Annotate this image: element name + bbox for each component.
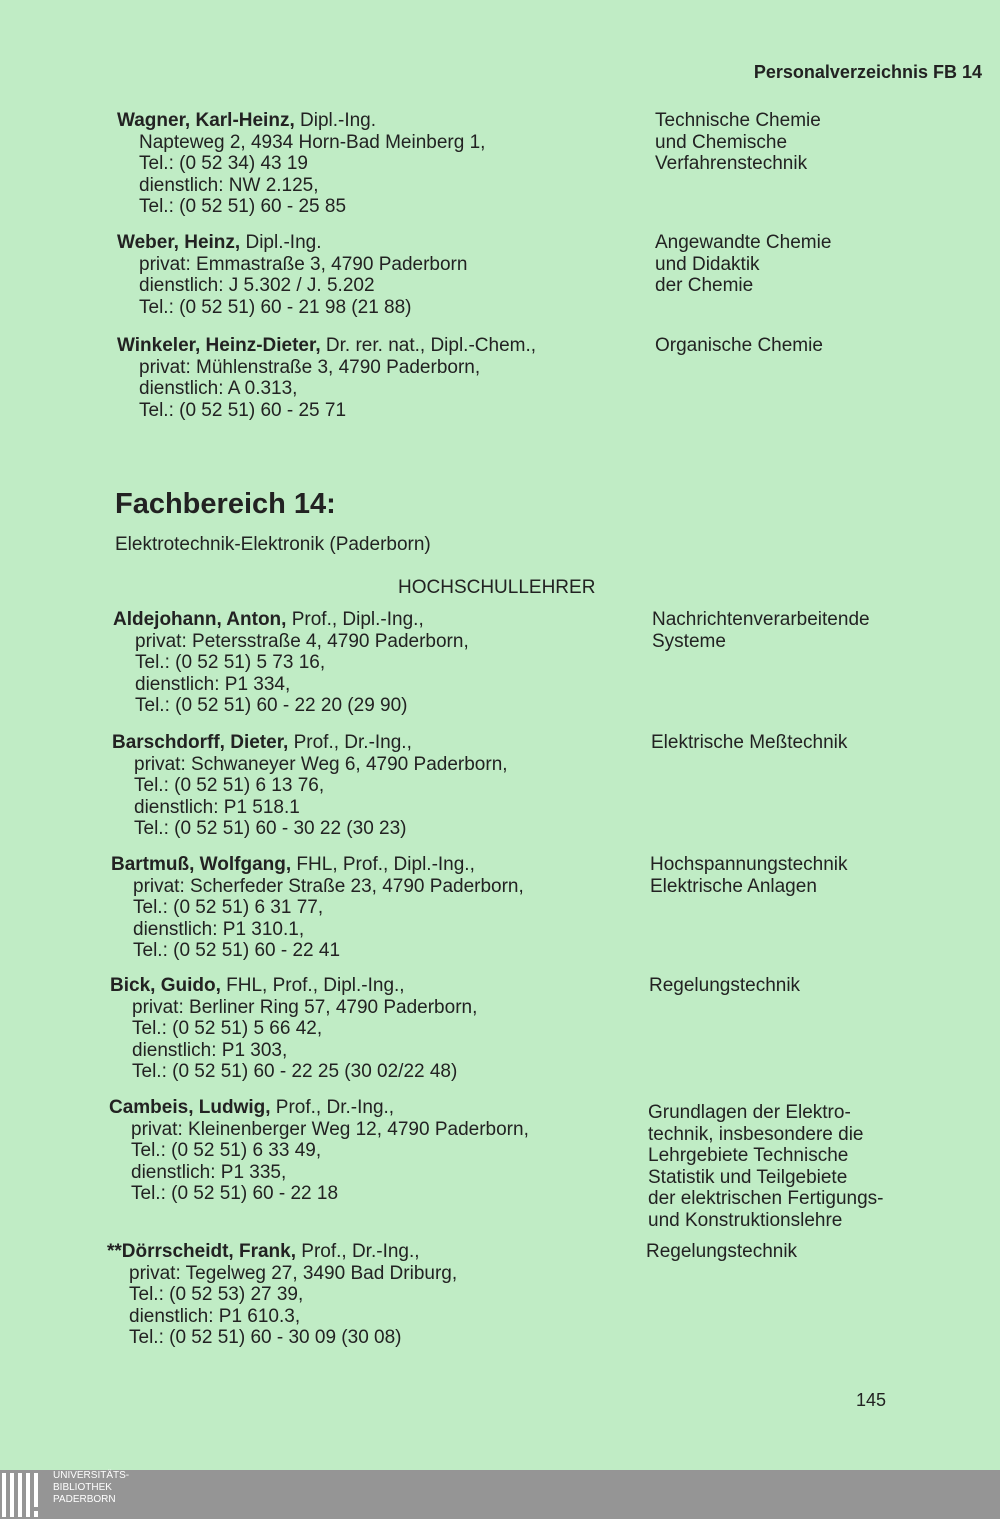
detail-line: privat: Berliner Ring 57, 4790 Paderborn, [132,996,478,1018]
detail-line: dienstlich: A 0.313, [139,378,298,400]
person-details [112,732,632,840]
detail-line: Tel.: (0 52 34) 43 19 [139,153,308,175]
subject-area [655,110,955,175]
person-name: Aldejohann, Anton, [113,609,287,630]
subject-line: Nachrichtenverarbeitende [652,609,870,630]
person-title: Dipl.-Ing. [240,232,322,253]
person-name: Bartmuß, Wolfgang, [111,854,292,875]
subject-line: Verfahrenstechnik [655,153,808,175]
detail-line: privat: Tegelweg 27, 3490 Bad Driburg, [129,1262,458,1284]
person-details [117,335,637,421]
detail-line: privat: Mühlenstraße 3, 4790 Paderborn, [139,356,481,378]
library-name-line: PADERBORN [53,1494,116,1505]
library-name-line: UNIVERSITÄTS- [53,1470,130,1481]
detail-line: Tel.: (0 52 53) 27 39, [129,1284,304,1306]
person-title: Prof., Dr.-Ing., [296,1241,420,1262]
running-header: Personalverzeichnis FB 14 [753,62,982,82]
detail-line: dienstlich: J 5.302 / J. 5.202 [139,275,375,297]
subject-line: und Konstruktionslehre [648,1209,843,1231]
subject-line: Regelungstechnik [649,975,801,996]
detail-line: Tel.: (0 52 51) 6 31 77, [133,897,324,919]
subject-line: Statistik und Teilgebiete [648,1166,848,1188]
person-details [113,609,633,717]
person-name: Bick, Guido, [110,975,221,996]
detail-line: dienstlich: P1 610.3, [129,1305,301,1327]
detail-line: Tel.: (0 52 51) 60 - 22 20 (29 90) [135,695,408,717]
person-details [107,1241,627,1349]
subject-area [652,609,952,652]
person-name: Barschdorff, Dieter, [112,732,289,753]
person-name: Winkeler, Heinz-Dieter, [117,335,321,356]
detail-line: privat: Schwaneyer Weg 6, 4790 Paderborn, [134,753,508,775]
person-title: FHL, Prof., Dipl.-Ing., [291,854,475,875]
person-title: Dr. rer. nat., Dipl.-Chem., [320,335,537,356]
section-heading: HOCHSCHULLEHRER [398,577,596,598]
subject-area [648,1102,948,1232]
detail-line: dienstlich: P1 334, [135,673,291,695]
person-name: **Dörrscheidt, Frank, [107,1241,296,1262]
person-title: Prof., Dr.-Ing., [270,1097,395,1118]
subject-area [655,335,955,357]
library-name-line: BIBLIOTHEK [53,1482,112,1493]
subject-area [655,232,955,297]
detail-line: Tel.: (0 52 51) 60 - 22 41 [133,940,341,962]
detail-line: Tel.: (0 52 51) 60 - 25 85 [139,196,347,218]
subject-line: Technische Chemie [655,110,821,131]
person-title: Prof., Dr.-Ing., [288,732,412,753]
detail-line: Tel.: (0 52 51) 60 - 22 25 (30 02/22 48) [132,1061,458,1083]
subject-area [649,975,949,997]
detail-line: dienstlich: P1 310.1, [133,918,305,940]
person-title: FHL, Prof., Dipl.-Ing., [220,975,405,996]
detail-line: privat: Petersstraße 4, 4790 Paderborn, [135,630,469,652]
person-title: Dipl.-Ing. [294,110,377,131]
page-number: 145 [856,1390,887,1410]
subject-line: und Chemische [655,131,788,153]
person-name: Weber, Heinz, [117,232,241,253]
subject-line: technik, insbesondere die [648,1123,864,1145]
fachbereich-subtitle: Elektrotechnik-Elektronik (Paderborn) [115,534,431,555]
detail-line: Tel.: (0 52 51) 60 - 21 98 (21 88) [139,296,412,318]
detail-line: Tel.: (0 52 51) 60 - 25 71 [139,399,347,421]
library-footer [0,1470,1000,1519]
detail-line: Tel.: (0 52 51) 5 73 16, [135,652,326,674]
subject-line: Hochspannungstechnik [650,854,848,875]
detail-line: privat: Emmastraße 3, 4790 Paderborn [139,253,468,275]
subject-line: Lehrgebiete Technische [648,1145,849,1167]
subject-area [651,732,951,754]
detail-line: privat: Kleinenberger Weg 12, 4790 Paderborn, [131,1118,529,1140]
detail-line: Napteweg 2, 4934 Horn-Bad Meinberg 1, [139,131,486,153]
detail-line: dienstlich: P1 518.1 [134,796,300,818]
detail-line: Tel.: (0 52 51) 6 33 49, [131,1140,322,1162]
person-details [111,854,631,962]
subject-line: Elektrische Meßtechnik [651,732,848,753]
detail-line: Tel.: (0 52 51) 60 - 22 18 [131,1183,339,1205]
subject-line: der elektrischen Fertigungs- [648,1188,884,1210]
subject-line: Angewandte Chemie [655,232,832,253]
library-logo-icon [2,1473,44,1517]
person-details [117,232,637,318]
detail-line: Tel.: (0 52 51) 60 - 30 22 (30 23) [134,818,407,840]
subject-line: Grundlagen der Elektro- [648,1102,851,1123]
detail-line: dienstlich: P1 335, [131,1161,287,1183]
subject-line: Elektrische Anlagen [650,875,817,897]
subject-line: Systeme [652,630,726,652]
detail-line: dienstlich: NW 2.125, [139,174,319,196]
subject-line: der Chemie [655,275,754,297]
detail-line: privat: Scherfeder Straße 23, 4790 Paderborn, [133,875,524,897]
fachbereich-title: Fachbereich 14: [115,488,336,520]
person-title: Prof., Dipl.-Ing., [286,609,424,630]
subject-area [646,1241,946,1263]
detail-line: dienstlich: P1 303, [132,1039,288,1061]
detail-line: Tel.: (0 52 51) 5 66 42, [132,1018,323,1040]
subject-area [650,854,950,897]
detail-line: Tel.: (0 52 51) 6 13 76, [134,775,325,797]
library-name [53,1470,129,1506]
person-name: Cambeis, Ludwig, [109,1097,271,1118]
detail-line: Tel.: (0 52 51) 60 - 30 09 (30 08) [129,1327,402,1349]
person-details [117,110,637,218]
subject-line: Regelungstechnik [646,1241,798,1262]
subject-line: und Didaktik [655,253,760,275]
person-details [110,975,630,1083]
subject-line: Organische Chemie [655,335,823,356]
person-name: Wagner, Karl-Heinz, [117,110,295,131]
person-details [109,1097,629,1205]
